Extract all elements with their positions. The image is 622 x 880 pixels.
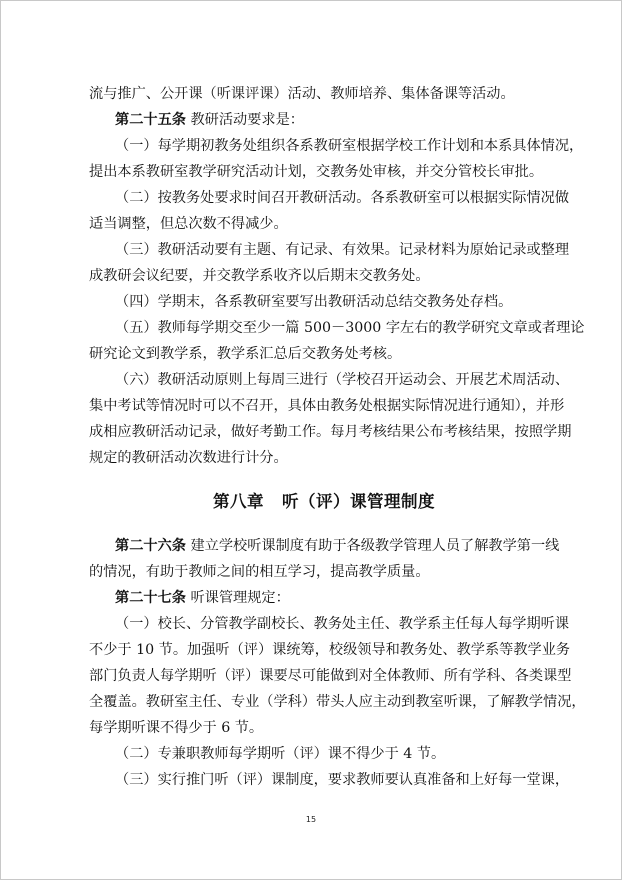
- paragraph-line: （二）按教务处要求时间召开教研活动。各系教研室可以根据实际情况做: [115, 190, 570, 206]
- paragraph-line: 成相应教研活动记录，做好考勤工作。每月考核结果公布考核结果，按照学期: [89, 424, 572, 440]
- paragraph-line: 提出本系教研室教学研究活动计划，交教务处审核，并交分管校长审批。: [89, 164, 544, 180]
- chapter-heading: [89, 485, 559, 519]
- article-intro: 听课管理规定：: [190, 590, 290, 606]
- page-content: [89, 81, 586, 793]
- paragraph-line: 流与推广、公开课（听课评课）活动、教师培养、集体备课等活动。: [89, 86, 515, 102]
- chapter-number: 第八章: [213, 492, 264, 511]
- paragraph-line: 研究论文到教学系，教学系汇总后交教务处考核。: [89, 346, 402, 362]
- paragraph-line: （二）专兼职教师每学期听（评）课不得少于 4 节。: [115, 746, 446, 762]
- page-number: 15: [305, 815, 317, 824]
- paragraph-line: 全覆盖。教研室主任、专业（学科）带头人应主动到教室听课，了解教学情况，: [89, 694, 586, 710]
- paragraph-line: （三）教研活动要有主题、有记录、有效果。记录材料为原始记录或整理: [115, 242, 570, 258]
- paragraph-line: （一）每学期初教务处组织各系教研室根据学校工作计划和本系具体情况，: [115, 138, 584, 154]
- paragraph-line: 部门负责人每学期听（评）课要尽可能做到对全体教师、所有学科、各类课型: [89, 668, 572, 684]
- paragraph-line: （一）校长、分管教学副校长、教务处主任、教学系主任每人每学期听课: [115, 616, 570, 632]
- paragraph-line: 适当调整，但总次数不得减少。: [89, 216, 288, 232]
- paragraph-line: 规定的教研活动次数进行计分。: [89, 450, 288, 466]
- spacer: [89, 471, 559, 485]
- paragraph-line: 每学期听课不得少于 6 节。: [89, 720, 264, 736]
- spacer: [89, 519, 559, 533]
- paragraph-line: 集中考试等情况时可以不召开，具体由教务处根据实际情况进行通知），并形: [89, 398, 565, 414]
- article-heading: 第二十七条: [115, 590, 186, 606]
- paragraph-line: 成教研会议纪要，并交教学系收齐以后期末交教务处。: [89, 268, 430, 284]
- paragraph-line: （三）实行推门听（评）课制度，要求教师要认真准备和上好每一堂课，: [115, 772, 570, 788]
- article-heading: 第二十五条: [115, 112, 186, 128]
- article-text: 建立学校听课制度有助于各级教学管理人员了解教学第一线: [190, 538, 560, 554]
- paragraph-line: （五）教师每学期交至少一篇 500－3000 字左右的教学研究文章或者理论: [115, 320, 585, 336]
- article-27-heading-line: [89, 585, 559, 611]
- article-26-line: [89, 533, 559, 559]
- article-25-heading-line: [89, 107, 559, 133]
- paragraph-line: 不少于 10 节。加强听（评）课统筹，校级领导和教务处、教学系等教学业务: [89, 642, 571, 658]
- paragraph-line: （六）教研活动原则上每周三进行（学校召开运动会、开展艺术周活动、: [115, 372, 570, 388]
- article-heading: 第二十六条: [115, 538, 186, 554]
- article-intro: 教研活动要求是：: [190, 112, 304, 128]
- chapter-title: 听（评）课管理制度: [282, 492, 435, 511]
- paragraph-line: 的情况，有助于教师之间的相互学习，提高教学质量。: [89, 564, 430, 580]
- paragraph-line: （四）学期末，各系教研室要写出教研活动总结交教务处存档。: [115, 294, 513, 310]
